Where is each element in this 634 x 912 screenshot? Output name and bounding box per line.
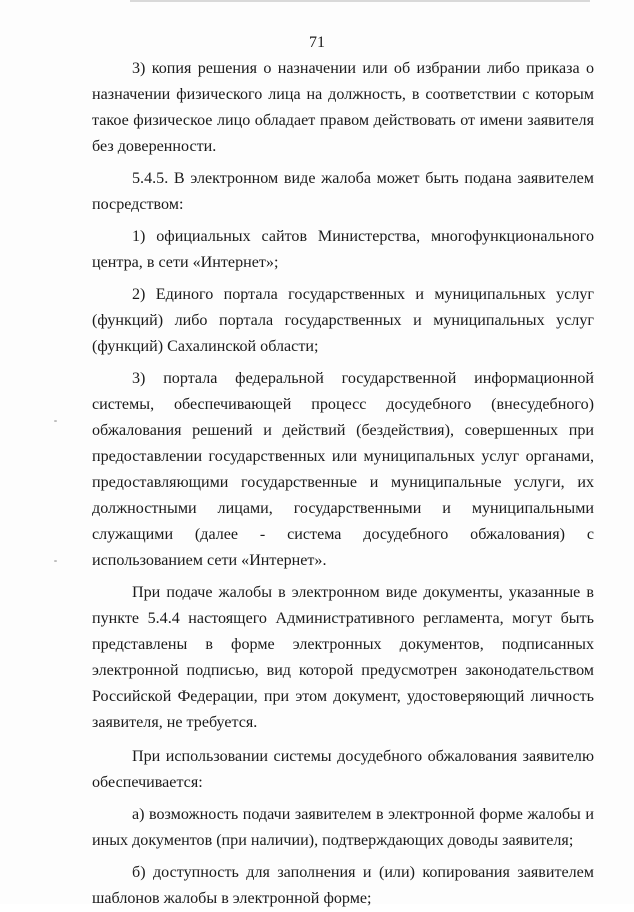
paragraph-item-3: 3) портала федеральной государственной информационной системы, обеспечивающей процесс досудебного (внесудебного) обжалования решений и действий (бездействия), совершенных при предоставлении государственных или муниципальных услуг органами, предоставляющими государственные и муниципальные услуги, их должностными лицами, государственными и муниципальными служащими (далее - система досудебного обжалования) с использованием сети «Интернет». <box>92 370 594 569</box>
paragraph-electronic-docs: При подаче жалобы в электронном виде документы, указанные в пункте 5.4.4 настоящего Административного регламента, могут быть представлены в форме электронных документов, подписанных электронной подписью, вид которой предусмотрен законодательством Российской Федерации, при этом документ, удостоверяющий личность заявителя, не требуется. <box>92 584 594 731</box>
paragraph-doc-copy: 3) копия решения о назначении или об избрании либо приказа о назначении физического лица на должность, в соответствии с которым такое физическое лицо обладает правом действовать от имени заявителя без доверенности. <box>92 60 594 155</box>
paragraph-item-2: 2) Единого портала государственных и муниципальных услуг (функций) либо портала государственных и муниципальных услуг (функций) Сахалинской области; <box>92 286 594 355</box>
body-text <box>92 56 594 912</box>
paragraph-item-1: 1) официальных сайтов Министерства, многофункционального центра, в сети «Интернет»; <box>92 228 594 271</box>
paragraph-item-a: а) возможность подачи заявителем в электронной форме жалобы и иных документов (при наличии), подтверждающих доводы заявителя; <box>92 806 594 849</box>
page-number: 71 <box>309 34 325 51</box>
scan-speck <box>54 560 57 562</box>
scan-speck <box>54 420 57 422</box>
paragraph-system-provides: При использовании системы досудебного обжалования заявителю обеспечивается: <box>92 748 594 791</box>
top-edge-line <box>130 0 590 2</box>
paragraph-5-4-5: 5.4.5. В электронном виде жалоба может быть подана заявителем посредством: <box>92 170 594 213</box>
paragraph-item-b: б) доступность для заполнения и (или) копирования заявителем шаблонов жалобы в электронной форме; <box>92 864 594 907</box>
